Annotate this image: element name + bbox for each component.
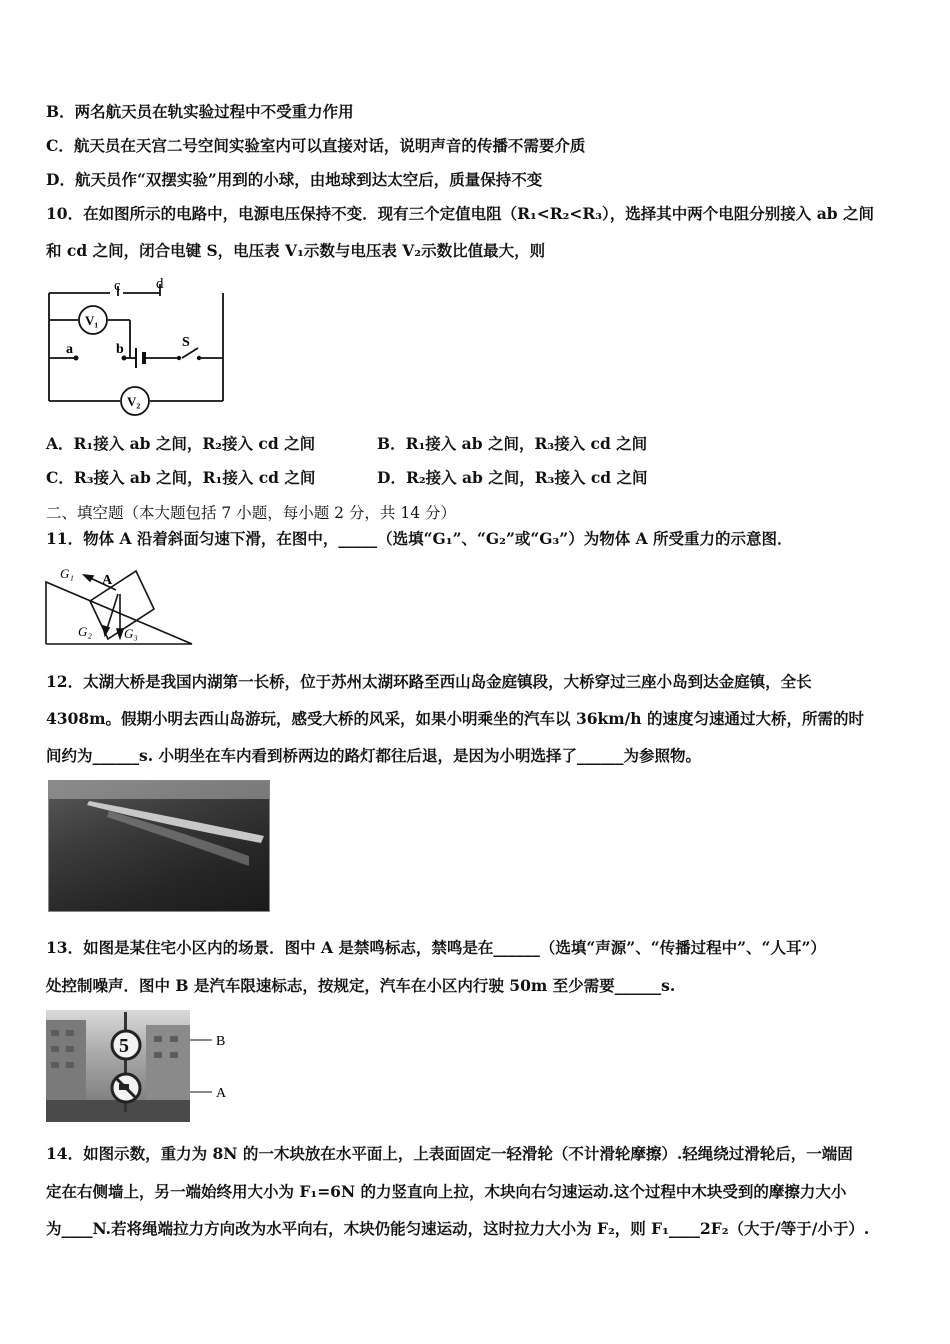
- q10-option-c: C．R₃接入 ab 之间，R₁接入 cd 之间: [46, 468, 316, 487]
- terminal-a-label: a: [66, 342, 73, 357]
- q14-stem-line1: 14．如图示数，重力为 8N 的一木块放在水平面上，上表面固定一轻滑轮（不计滑轮摩擦）.轻绳绕过滑轮后，一端固: [46, 1144, 853, 1163]
- g1-label: G₁: [60, 566, 74, 581]
- block-a-label: A: [102, 573, 113, 588]
- circuit-diagram: [40, 276, 240, 418]
- residential-photo: [46, 1010, 190, 1122]
- q12-stem-line2: 4308m。假期小明去西山岛游玩，感受大桥的风采，如果小明乘坐的汽车以 36km/h 的速度匀速通过大桥，所需的时: [46, 709, 864, 728]
- q10-option-d: D．R₂接入 ab 之间，R₃接入 cd 之间: [377, 468, 648, 487]
- g2-label: G₂: [78, 624, 92, 639]
- label-b: B: [216, 1034, 226, 1049]
- v1-label: V₁: [85, 313, 99, 328]
- q13-stem-line1: 13．如图是某住宅小区内的场景．图中 A 是禁鸣标志，禁鸣是在______（选填“声源”、“传播过程中”、“人耳”）: [46, 938, 826, 957]
- terminal-c-label: c: [114, 278, 121, 294]
- speed-limit-number: 5: [119, 1035, 129, 1057]
- v2-label: V₂: [127, 394, 141, 409]
- q9-option-d: D．航天员作“双摆实验”用到的小球，由地球到达太空后，质量保持不变: [46, 170, 543, 189]
- terminal-d-label: d: [156, 276, 164, 292]
- switch-s-label: S: [182, 335, 190, 350]
- q10-option-a: A．R₁接入 ab 之间，R₂接入 cd 之间: [46, 434, 316, 453]
- q9-option-c: C．航天员在天宫二号空间实验室内可以直接对话，说明声音的传播不需要介质: [46, 136, 586, 155]
- q10-option-b: B．R₁接入 ab 之间，R₃接入 cd 之间: [377, 434, 648, 453]
- sign-pointer-lines: [190, 1030, 240, 1106]
- q10-stem-line2: 和 cd 之间，闭合电键 S，电压表 V₁示数与电压表 V₂示数比值最大，则: [46, 241, 546, 260]
- g3-label: G₃: [124, 626, 138, 641]
- label-a: A: [216, 1086, 227, 1101]
- q12-stem-line1: 12．太湖大桥是我国内湖第一长桥，位于苏州太湖环路至西山岛金庭镇段，大桥穿过三座小岛到达金庭镇，全长: [46, 672, 812, 691]
- bridge-photo: [48, 780, 270, 912]
- q10-stem-line1: 10．在如图所示的电路中，电源电压保持不变．现有三个定值电阻（R₁<R₂<R₃），选择其中两个电阻分别接入 ab 之间: [46, 204, 874, 223]
- q14-stem-line3: 为____N.若将绳端拉力方向改为水平向右，木块仍能匀速运动，这时拉力大小为 F₂，则 F₁____2F₂（大于/等于/小于）.: [46, 1219, 870, 1238]
- q13-stem-line2: 处控制噪声．图中 B 是汽车限速标志，按规定，汽车在小区内行驶 50m 至少需要______s.: [46, 976, 676, 995]
- incline-diagram: [40, 562, 200, 648]
- q11-stem: 11．物体 A 沿着斜面匀速下滑，在图中，_____（选填“G₁”、“G₂”或“G₃”）为物体 A 所受重力的示意图．: [46, 529, 793, 548]
- terminal-b-label: b: [116, 342, 124, 357]
- q9-option-b: B．两名航天员在轨实验过程中不受重力作用: [46, 102, 354, 121]
- q12-stem-line3: 间约为______s. 小明坐在车内看到桥两边的路灯都往后退，是因为小明选择了______为参照物。: [46, 746, 702, 765]
- q14-stem-line2: 定在右侧墙上，另一端始终用大小为 F₁=6N 的力竖直向上拉，木块向右匀速运动.这个过程中木块受到的摩擦力大小: [46, 1182, 847, 1201]
- section2-header: 二、填空题（本大题包括 7 小题，每小题 2 分，共 14 分）: [46, 504, 457, 522]
